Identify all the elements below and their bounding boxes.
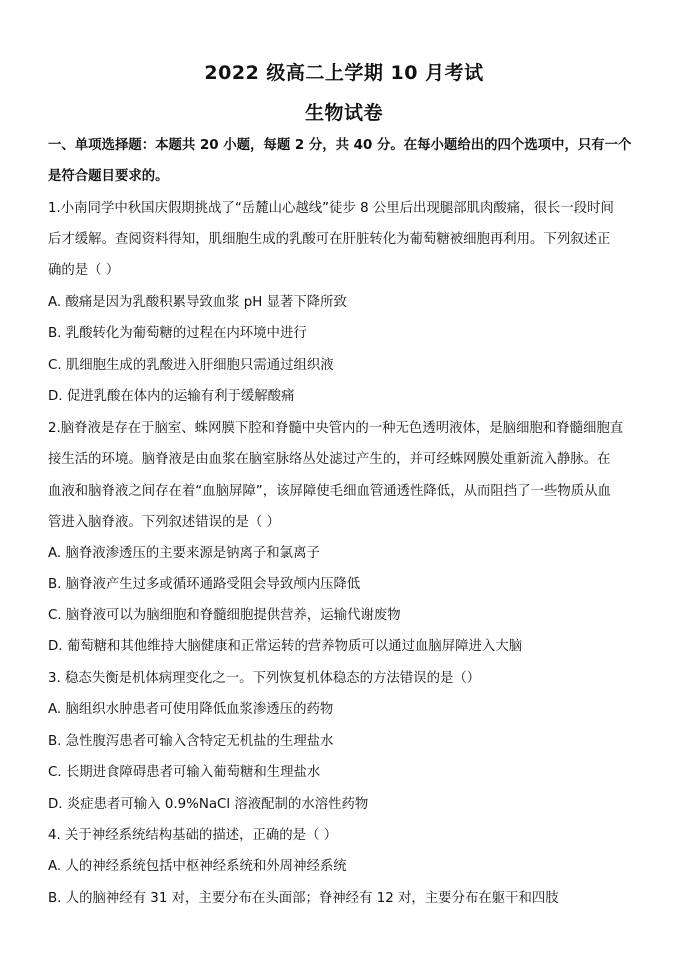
question-4-option-a: A. 人的神经系统包括中枢神经系统和外周神经系统 <box>48 859 347 874</box>
exam-subtitle: 生物试卷 <box>304 102 383 124</box>
question-1-stem-line1: 1.小南同学中秋国庆假期挑战了“岳麓山心越线”徒步 8 公里后出现腿部肌肉酸痛，很长一段时间 <box>48 201 614 216</box>
question-2-option-b: B. 脑脊液产生过多或循环通路受阻会导致颅内压降低 <box>48 577 361 592</box>
question-3-option-a: A. 脑组织水肿患者可使用降低血浆渗透压的药物 <box>48 702 334 717</box>
question-2-option-c: C. 脑脊液可以为脑细胞和脊髓细胞提供营养，运输代谢废物 <box>48 608 401 623</box>
question-1-option-d: D. 促进乳酸在体内的运输有利于缓解酸痛 <box>48 389 295 404</box>
question-2-option-a: A. 脑脊液渗透压的主要来源是钠离子和氯离子 <box>48 546 320 561</box>
question-1-option-c: C. 肌细胞生成的乳酸进入肝细胞只需通过组织液 <box>48 358 334 373</box>
question-2-stem-line3: 血液和脑脊液之间存在着“血脑屏障”，该屏障使毛细血管通透性降低，从而阻挡了一些物质从血 <box>48 484 611 499</box>
question-3-stem: 3. 稳态失衡是机体病理变化之一。下列恢复机体稳态的方法错误的是（） <box>48 671 481 686</box>
question-1-stem-line3: 确的是（ ） <box>48 263 120 278</box>
question-1-option-a: A. 酸痛是因为乳酸积累导致血浆 pH 显著下降所致 <box>48 295 347 310</box>
exam-title: 2022 级高二上学期 10 月考试 <box>204 62 484 84</box>
section-instructions-line2: 是符合题目要求的。 <box>48 169 169 184</box>
question-3-option-c: C. 长期进食障碍患者可输入葡萄糖和生理盐水 <box>48 765 321 780</box>
question-4-option-b: B. 人的脑神经有 31 对，主要分布在头面部；脊神经有 12 对，主要分布在躯干和四肢 <box>48 891 559 906</box>
question-4-stem: 4. 关于神经系统结构基础的描述，正确的是（ ） <box>48 828 338 843</box>
question-2-stem-line2: 接生活的环境。脑脊液是由血浆在脑室脉络丛处滤过产生的，并可经蛛网膜处重新流入静脉。在 <box>48 452 611 467</box>
section-instructions-line1: 一、单项选择题：本题共 20 小题，每题 2 分，共 40 分。在每小题给出的四个选项中，只有一个 <box>48 138 632 153</box>
question-1-option-b: B. 乳酸转化为葡萄糖的过程在内环境中进行 <box>48 326 307 341</box>
question-2-option-d: D. 葡萄糖和其他维持大脑健康和正常运转的营养物质可以通过血脑屏障进入大脑 <box>48 639 523 654</box>
question-1-stem-line2: 后才缓解。查阅资料得知，肌细胞生成的乳酸可在肝脏转化为葡萄糖被细胞再利用。下列叙述正 <box>48 232 611 247</box>
question-3-option-d: D. 炎症患者可输入 0.9%NaCl 溶液配制的水溶性药物 <box>48 797 369 812</box>
question-2-stem-line4: 管进入脑脊液。下列叙述错误的是（ ） <box>48 515 280 530</box>
question-2-stem-line1: 2.脑脊液是存在于脑室、蛛网膜下腔和脊髓中央管内的一种无色透明液体，是脑细胞和脊髓细胞直 <box>48 421 624 436</box>
question-3-option-b: B. 急性腹泻患者可输入含特定无机盐的生理盐水 <box>48 734 334 749</box>
